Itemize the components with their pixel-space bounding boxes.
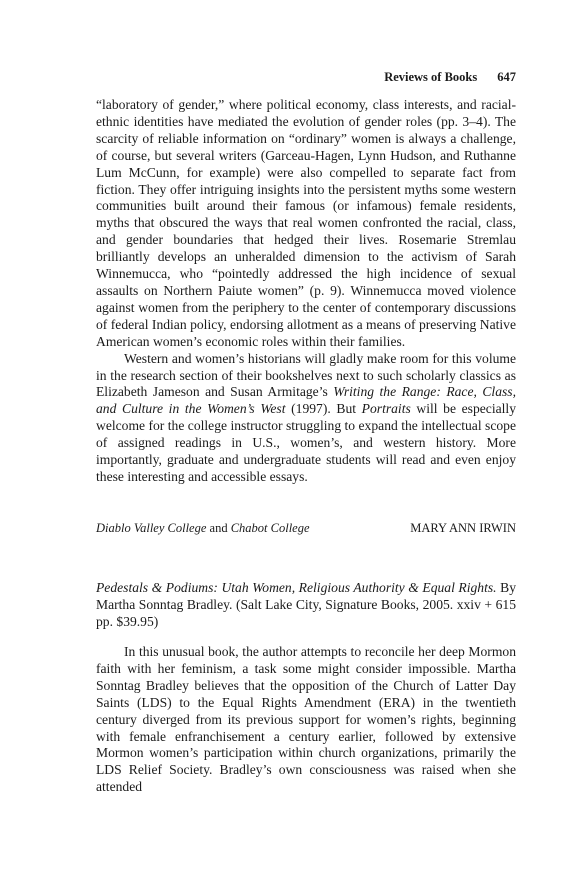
review-1-paragraph-2 xyxy=(96,351,516,486)
cited-book-title: Portraits xyxy=(361,401,411,417)
journal-section-title: Reviews of Books xyxy=(384,70,478,84)
book-title: Pedestals & Podiums: Utah Women, Religious Authority & Equal Rights. xyxy=(96,580,497,595)
review-2-body xyxy=(96,644,516,796)
running-header xyxy=(96,70,516,85)
paragraph-text: will be especially welcome for the college instructor struggling to expand the intellectual scope of assigned readings in U.S., women’s, and western history. More importantly, graduate and undergraduate students will read and even enjoy these interesting and accessible essays. xyxy=(96,401,516,484)
paragraph-text: Western and women’s historians will gladly make room for this volume in the research section of their bookshelves next to such scholarly classics as Elizabeth Jameson and Susan Armitage’s xyxy=(96,350,516,400)
review-2-book-citation xyxy=(96,580,516,631)
cited-book-title: Writing the Range: Race, Class, and Culture in the Women’s West xyxy=(96,384,516,417)
paragraph-text: (1997). But xyxy=(285,401,362,417)
affiliation-1: Diablo Valley College xyxy=(96,521,207,535)
reviewer-affiliation xyxy=(96,521,310,536)
book-details: By Martha Sonntag Bradley. (Salt Lake City, Signature Books, 2005. xxiv + 615 pp. $39.95) xyxy=(96,580,517,629)
reviewer-name: MARY ANN IRWIN xyxy=(410,521,516,535)
affiliation-and: and xyxy=(206,521,231,535)
book-citation xyxy=(96,580,516,631)
affiliation-2: Chabot College xyxy=(230,521,310,535)
review-2-paragraph-1: In this unusual book, the author attempts to reconcile her deep Mormon faith with her feminism, a task some might consider impossible. Martha Sonntag Bradley believes that the opposition of the Church of Latter Day Saints (LDS) to the Equal Rights Amendment (ERA) in the twentieth century diverged from its previous support for women’s rights, beginning with female enfranchisement a century earlier, followed by extensive Mormon women’s participation within church organizations, primarily the LDS Relief Society. Bradley’s own consciousness was raised when she attended xyxy=(96,644,516,795)
page-number: 647 xyxy=(497,70,516,84)
reviewer-attribution xyxy=(96,521,516,536)
review-1-body xyxy=(96,97,516,486)
review-1-paragraph-1: “laboratory of gender,” where political economy, class interests, and racial-ethnic identities have mediated the evolution of gender roles (pp. 3–4). The scarcity of reliable information on “ordinary” women is always a challenge, of course, but several writers (Garceau-Hagen, Lynn Hudson, and Ruthanne Lum McCunn, for example) were also compelled to separate fact from fiction. They offer intriguing insights into the persistent myths some western communities built around their famous (or infamous) female residents, myths that obscured the ways that real women confronted the racial, class, and gender boundaries that hedged their lives. Rosemarie Stremlau brilliantly develops an unheralded dimension to the activism of Sarah Winnemucca, who “pointedly addressed the high incidence of sexual assaults on Northern Paiute women” (p. 9). Winnemucca moved violence against women from the periphery to the center of contemporary discussions of federal Indian policy, endorsing allotment as a means of preserving Native American women’s economic roles within their families. xyxy=(96,97,516,349)
